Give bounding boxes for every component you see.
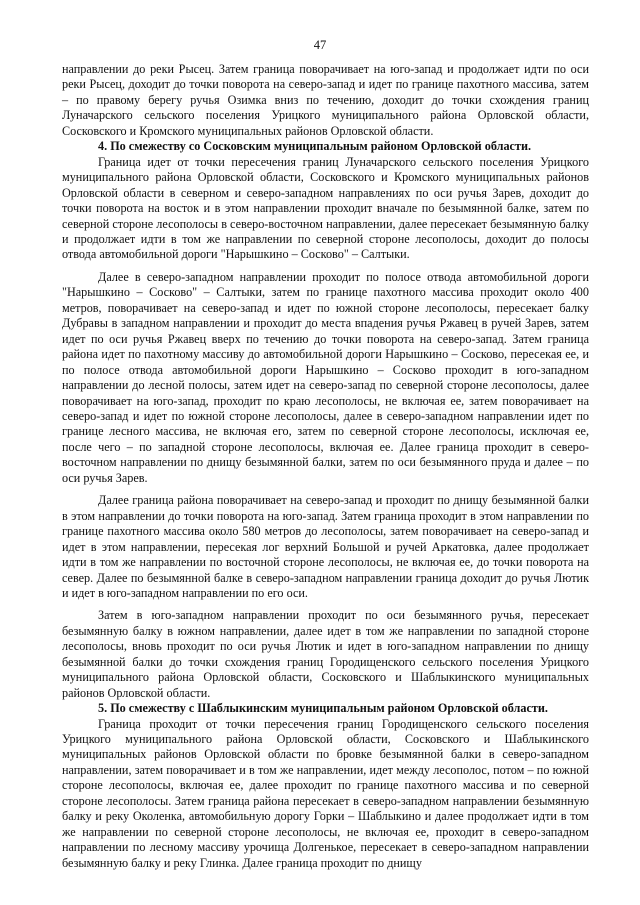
- paragraph: Граница идет от точки пересечения границ Луначарского сельского поселения Урицкого муниципального района Орловской области, Сосковского и Кромского муниципальных районов Орловской области в северном и северо-западном направлениях по оси ручья Зарев, доходит до точки поворота на восток и в этом направлении проходит вначале по безымянной балке, затем по северной стороне лесополосы в северо-восточном направлении, далее пересекает безымянную балку и продолжает идти в том же направлении по северной стороне лесополосы, доходит до полосы отвода автомобильной дороги "Нарышкино – Сосково" – Салтыки.: [62, 154, 589, 262]
- section-heading-5: 5. По смежеству с Шаблыкинским муниципальным районом Орловской области.: [98, 701, 548, 716]
- paragraph: Затем в юго-западном направлении проходит по оси безымянного ручья, пересекает безымянную балку в южном направлении, далее идет в том же направлении по западной стороне лесополосы, вновь проходит по оси ручья Лютик и идет в юго-западном направлении по днищу безымянной балки до точки схождения границ Городищенского сельского поселения Урицкого муниципального района Орловской области, Сосковского и Шаблыкинского муниципальных районов Орловской области.: [62, 608, 589, 700]
- paragraph: Граница проходит от точки пересечения границ Городищенского сельского поселения Урицкого муниципального района Орловской области, Сосковского и Шаблыкинского муниципальных районов Орловской области по бровке безымянной балки в северо-западном направлении, затем поворачивает и в том же направлении, идет между лесополос, потом – по южной стороне лесополосы, включая ее, далее проходит по границе пахотного массива и по северной стороне лесополосы. Затем граница района пересекает в северо-западном направлении безымянную балку и реку Околенка, автомобильную дорогу Горки – Шаблыкино и далее продолжает идти в том же направлении по северной стороне лесополосы, не включая ее, проходит в северо-западном направлении по лесному массиву урочища Долгенькое, пересекает в северо-западном направлении безымянную балку и реку Глинка. Далее граница проходит по днищу: [62, 716, 589, 870]
- page-number: 47: [313, 38, 327, 52]
- paragraph-continuation: направлении до реки Рысец. Затем граница поворачивает на юго-запад и продолжает идти по оси реки Рысец, доходит до точки поворота на северо-запад и идет по границе пахотного массива, затем – по правому берегу ручья Озимка вниз по течению, доходит до точки схождения границ Луначарского сельского поселения Урицкого муниципального района Орловской области, Сосковского и Кромского муниципальных районов Орловской области.: [62, 62, 589, 138]
- paragraph: Далее граница района поворачивает на северо-запад и проходит по днищу безымянной балки в этом направлении до точки поворота на юго-запад. Затем граница проходит в этом направлении по границе пахотного массива около 580 метров до лесополосы, затем поворачивает на северо-запад и идет в этом направлении, пересекая лог верхний Большой и ручей Аркатовка, далее продолжает идти в том же направлении по восточной стороне лесополосы, не включая ее, до точки поворота на север. Далее по безымянной балке в северо-западном направлении граница доходит до ручья Лютик и идет в юго-западном направлении по его оси.: [62, 493, 589, 600]
- document-body: [62, 62, 589, 871]
- paragraph: Далее в северо-западном направлении проходит по полосе отвода автомобильной дороги "Нарышкино – Сосково" – Салтыки, затем по границе пахотного массива проходит около 400 метров, поворачивает на северо-запад и идет по южной стороне лесополосы, пересекает балку Дубравы в западном направлении и проходит до места впадения ручья Ржавец в ручей Зарев, затем идет по оси ручья Ржавец вверх по течению до точки поворота на северо-запад. Затем граница района идет по пахотному массиву до автомобильной дороги Нарышкино – Сосково, пересекая ее, и по полосе отвода автомобильной дороги Нарышкино – Сосково проходит в юго-западном направлении до лесной полосы, затем идет на северо-запад по северной стороне лесополосы, далее поворачивает на юго-запад, проходит по краю лесополосы, не включая ее, затем поворачивает на северо-запад и идет по южной стороне лесополосы, далее в северо-западном направлении идет по границе лесного массива, не включая его, затем по северной стороне лесополосы, исключая ее, после чего – по западной стороне лесополосы, включая ее. Далее граница проходит в северо-восточном направлении по днищу безымянной балки, затем по оси безымянного пруда и далее – по оси ручья Зарев.: [62, 269, 589, 485]
- section-heading-4: 4. По смежеству со Сосковским муниципальным районом Орловской области.: [98, 139, 532, 154]
